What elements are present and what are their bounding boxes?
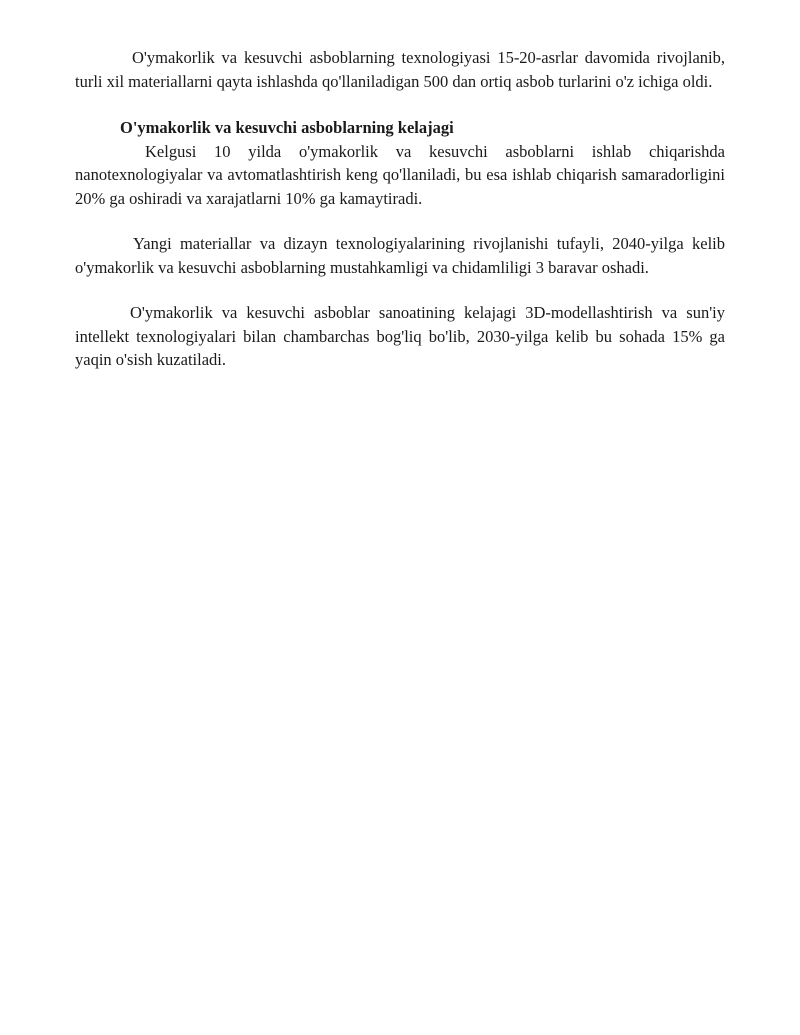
section-heading: O'ymakorlik va kesuvchi asboblarning kelajagi (120, 118, 454, 137)
document-body (75, 46, 725, 372)
paragraph-materials: Yangi materiallar va dizayn texnologiyalarining rivojlanishi tufayli, 2040-yilga kelib o'ymakorlik va kesuvchi asboblarning mustahkamligi va chidamliligi 3 baravar oshadi. (75, 234, 725, 277)
paragraph-next-decade: Kelgusi 10 yilda o'ymakorlik va kesuvchi asboblarni ishlab chiqarishda nanotexnologiyalar va avtomatlashtirish keng qo'llaniladi, bu esa ishlab chiqarish samaradorligini 20% ga oshiradi va xarajatlarni 10% ga kamaytiradi. (75, 141, 725, 208)
paragraph-history: O'ymakorlik va kesuvchi asboblarning texnologiyasi 15-20-asrlar davomida rivojlanib, turli xil materiallarni qayta ishlashda qo'llaniladigan 500 dan ortiq asbob turlarini o'z ichiga oldi. (75, 48, 725, 91)
paragraph-industry-future: O'ymakorlik va kesuvchi asboblar sanoatining kelajagi 3D-modellashtirish va sun'iy intellekt texnologiyalari bilan chambarchas bog'liq bo'lib, 2030-yilga kelib bu sohada 15% ga yaqin o'sish kuzatiladi. (75, 303, 725, 369)
